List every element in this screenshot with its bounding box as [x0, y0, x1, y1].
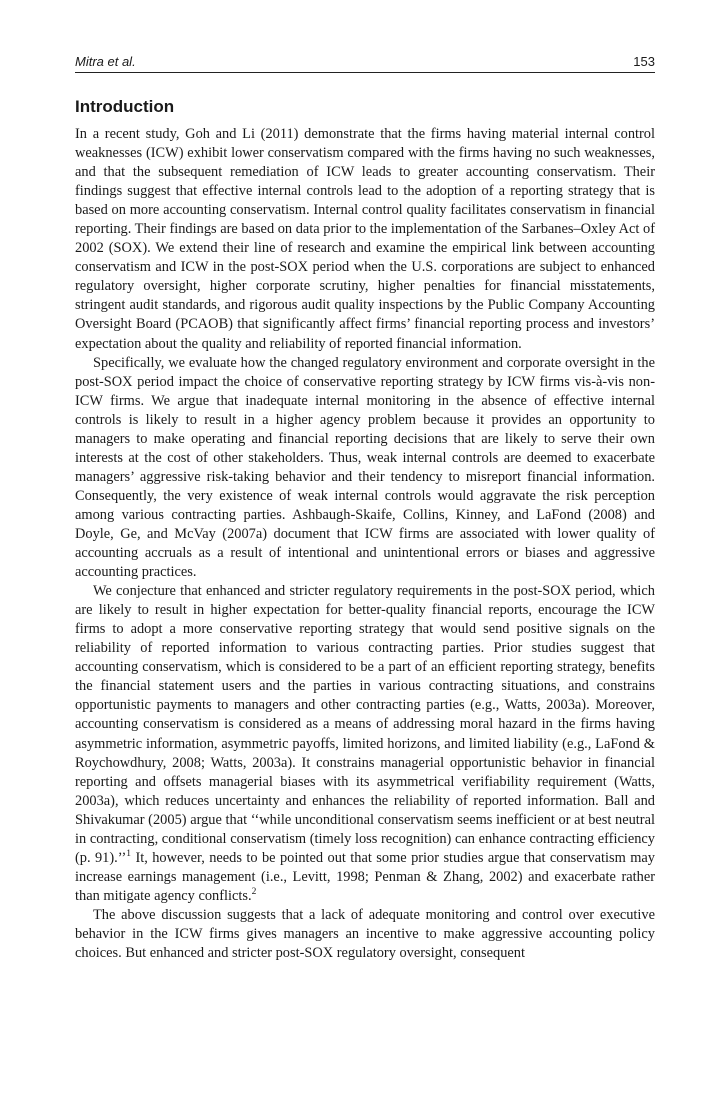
paragraph-1: In a recent study, Goh and Li (2011) demonstrate that the firms having material internal control weaknesses (ICW) exhibit lower conservatism compared with the firms having no such weaknesses, and that the subsequent remediation of ICW leads to greater accounting conservatism. Their findings suggest that effective internal controls lead to the adoption of a reporting strategy that is based on more accounting conservatism. Internal control quality facilitates conservatism in financial reporting. Their findings are based on data prior to the implementation of the Sarbanes–Oxley Act of 2002 (SOX). We extend their line of research and examine the empirical link between accounting conservatism and ICW in the post-SOX period when the U.S. corporations are subject to enhanced regulatory oversight, higher corporate scrutiny, higher penalties for financial misstatements, stringent audit standards, and rigorous audit quality inspections by the Public Company Accounting Oversight Board (PCAOB) that significantly affect firms’ financial reporting process and investors’ expectation about the quality and reliability of reported financial information. [75, 126, 655, 352]
paragraph-2: Specifically, we evaluate how the changed regulatory environment and corporate oversight in the post-SOX period impact the choice of conservative reporting strategy by ICW firms vis-à-vis non-ICW firms. We argue that inadequate internal monitoring in the absence of effective internal controls is likely to result in a higher agency problem because it provides an opportunity to managers to make operating and financial reporting decisions that are likely to serve their own interests at the cost of other stakeholders. Thus, weak internal controls are deemed to exacerbate managers’ aggressive risk-taking behavior and their tendency to misreport financial information. Consequently, the very existence of weak internal controls would aggravate the risk perception among various contracting parties. Ashbaugh-Skaife, Collins, Kinney, and LaFond (2008) and Doyle, Ge, and McVay (2007a) document that ICW firms are associated with lower quality of accounting accruals as a result of intentional and unintentional errors or biases and aggressive accounting practices. [75, 354, 655, 581]
paragraph-3 [75, 582, 655, 906]
running-header-authors: Mitra et al. [75, 54, 136, 69]
paragraph-3-text-continued: It, however, needs to be pointed out that some prior studies argue that conservatism may increase earnings management (i.e., Levitt, 1998; Penman & Zhang, 2002) and exacerbate rather than mitigate agency conflicts. [75, 849, 656, 904]
section-heading: Introduction [75, 97, 175, 116]
running-header [75, 52, 655, 73]
paragraph-4: The above discussion suggests that a lack of adequate monitoring and control over executive behavior in the ICW firms gives managers an incentive to make aggressive accounting policy choices. But enhanced and stricter post-SOX regulatory oversight, consequent [75, 906, 655, 962]
paragraph-3-text: We conjecture that enhanced and stricter regulatory requirements in the post-SOX period, which are likely to result in higher expectation for better-quality financial reports, encourage the ICW firms to adopt a more conservative reporting strategy that would send positive signals on the reliability of reported information to various contracting parties. Prior studies suggest that accounting conservatism, which is considered to be a part of an efficient reporting strategy, benefits the financial statement users and the parties in various contracting situations, and constrains opportunistic payments to managers and other contracting parties (e.g., Watts, 2003a). Moreover, accounting conservatism is considered as a means of addressing moral hazard in the firms having asymmetric information, asymmetric payoffs, limited horizons, and limited liability (e.g., LaFond & Roychowdhury, 2008; Watts, 2003a). It constrains managerial opportunistic behavior in financial reporting and offsets managerial biases with its asymmetrical verifiability requirement (Watts, 2003a), which reduces uncertainty and enhances the reliability of reported information. Ball and Shivakumar (2005) argue that ‘‘while unconditional conservatism seems inefficient or at best neutral in contracting, conditional conservatism (timely loss recognition) can enhance contracting efficiency (p. 91).’’ [75, 583, 655, 866]
footnote-marker-1[interactable]: 1 [126, 848, 132, 859]
page-number: 153 [633, 54, 655, 69]
footnote-marker-2[interactable]: 2 [251, 886, 257, 897]
body-text [75, 125, 655, 963]
